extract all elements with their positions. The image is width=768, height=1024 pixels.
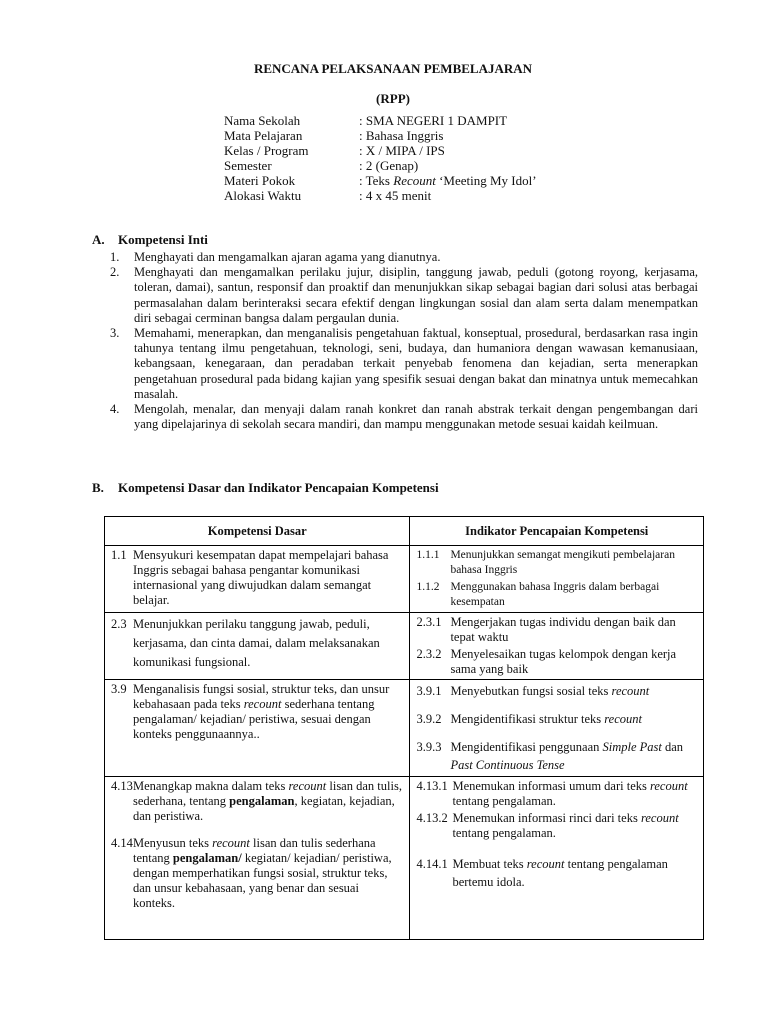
table-row <box>105 777 704 940</box>
meta-value: : 4 x 45 menit <box>359 188 432 203</box>
list-item: 3. Memahami, menerapkan, dan menganalisis pengetahuan faktual, konseptual, prosedural, berdasarkan rasa ingin tahunya tentang ilmu pengetahuan, teknologi, seni, budaya, dan humaniora dengan wawasan kemanusiaan, kebangsaan, kenegaraan, dan peradaban terkait penyebab fenomena dan kejadian, serta menerapkan pengetahuan prosedural pada bidang kajian yang spesifik sesuai dengan bakat dan minatnya untuk memecahkan masalah. <box>110 326 698 401</box>
list-item: 1. Menghayati dan mengamalkan ajaran agama yang dianutnya. <box>110 250 441 264</box>
kd-cell: 3.9 Menganalisis fungsi sosial, struktur teks, dan unsur kebahasaan pada teks recount sederhana tentang pengalaman/ kejadian/ peristiwa, sesuai dengan konteks penggunaannya.. <box>105 680 410 777</box>
meta-label: Nama Sekolah <box>224 113 301 128</box>
meta-value: : 2 (Genap) <box>359 158 419 173</box>
indicator-cell: 2.3.1 Mengerjakan tugas individu dengan baik dan tepat waktu 2.3.2 Menyelesaikan tugas kelompok dengan kerja sama yang baik <box>410 613 704 680</box>
kd-cell: 1.1 Mensyukuri kesempatan dapat mempelajari bahasa Inggris sebagai bahasa pengantar komunikasi internasional yang diwujudkan dalam semangat belajar. <box>105 546 410 613</box>
list-item: 2. Menghayati dan mengamalkan perilaku jujur, disiplin, tanggung jawab, peduli (gotong royong, kerjasama, toleran, damai), santun, responsif dan proaktif dan menunjukkan sikap sebagai bagian dari solusi atas berbagai permasalahan dalam berinteraksi secara efektif dengan lingkungan sosial dan alam serta dalam menempatkan diri sebagai cerminan bangsa dalam pergaulan dunia. <box>110 265 698 325</box>
document-subtitle: (RPP) <box>376 91 410 106</box>
meta-row-time <box>224 188 537 203</box>
meta-row-subject <box>224 128 537 143</box>
column-header-ipk: Indikator Pencapaian Kompetensi <box>410 517 704 546</box>
list-item: 4. Mengolah, menalar, dan menyaji dalam ranah konkret dan ranah abstrak terkait dengan pengembangan dari yang dipelajarinya di sekolah secara mandiri, dan mampu menggunakan metode sesuai kaidah keilmuan. <box>110 402 698 432</box>
meta-label: Materi Pokok <box>224 173 296 188</box>
table-header-row <box>105 517 704 546</box>
meta-value: : Bahasa Inggris <box>359 128 444 143</box>
meta-row-school <box>224 113 537 128</box>
meta-label: Mata Pelajaran <box>224 128 303 143</box>
meta-row-semester <box>224 158 537 173</box>
competency-table <box>104 516 704 940</box>
table-row <box>105 680 704 777</box>
meta-value: : SMA NEGERI 1 DAMPIT <box>359 113 508 128</box>
table-row <box>105 546 704 613</box>
kd-cell: 4.13 Menangkap makna dalam teks recount lisan dan tulis, sederhana, tentang pengalaman, kegiatan, kejadian, dan peristiwa. 4.14 Menyusun teks recount lisan dan tulis sederhana tentang pengalaman/ kegiatan/ kejadian/ peristiwa, dengan memperhatikan fungsi sosial, struktur teks, dan unsur kebahasaan, yang benar dan sesuai konteks. <box>105 777 410 940</box>
section-b-heading: B. Kompetensi Dasar dan Indikator Pencapaian Kompetensi <box>92 480 439 495</box>
meta-row-class <box>224 143 537 158</box>
meta-label: Alokasi Waktu <box>224 188 302 203</box>
core-competency-list <box>110 250 698 432</box>
table-row <box>105 613 704 680</box>
kd-cell: 2.3 Menunjukkan perilaku tanggung jawab, peduli, kerjasama, dan cinta damai, dalam melaksanakan komunikasi fungsional. <box>105 613 410 680</box>
identity-block <box>224 113 537 203</box>
meta-label: Kelas / Program <box>224 143 309 158</box>
meta-row-topic <box>224 173 537 188</box>
indicator-cell: 4.13.1 Menemukan informasi umum dari teks recount tentang pengalaman. 4.13.2 Menemukan informasi rinci dari teks recount tentang pengalaman. 4.14.1 Membuat teks recount tentang pengalaman bertemu idola. <box>410 777 704 940</box>
indicator-cell: 1.1.1 Menunjukkan semangat mengikuti pembelajaran bahasa Inggris 1.1.2 Menggunakan bahasa Inggris dalam berbagai kesempatan <box>410 546 704 613</box>
meta-value: : X / MIPA / IPS <box>359 143 445 158</box>
meta-label: Semester <box>224 158 272 173</box>
column-header-kd: Kompetensi Dasar <box>105 517 410 546</box>
indicator-cell: 3.9.1 Menyebutkan fungsi sosial teks recount 3.9.2 Mengidentifikasi struktur teks recount 3.9.3 Mengidentifikasi penggunaan Simple Past dan Past Continuous Tense <box>410 680 704 777</box>
meta-value: : Teks Recount ‘Meeting My Idol’ <box>359 173 537 188</box>
section-a-heading: A. Kompetensi Inti <box>92 232 208 247</box>
document-title: RENCANA PELAKSANAAN PEMBELAJARAN <box>253 61 533 76</box>
